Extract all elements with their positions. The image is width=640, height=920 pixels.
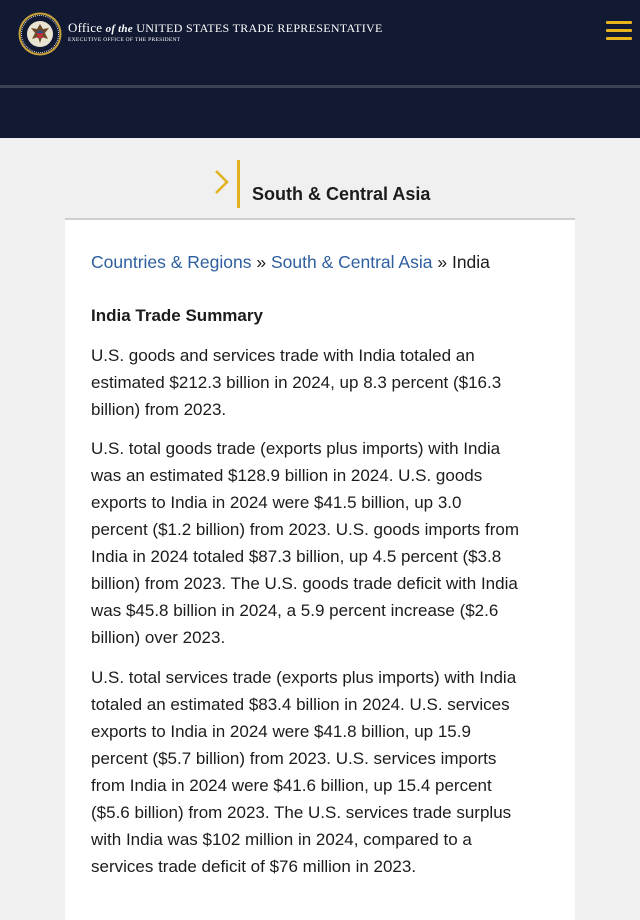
paragraph-line: U.S. total services trade (exports plus imports) with India	[91, 668, 517, 687]
paragraph-line: U.S. total goods trade (exports plus imports) with India	[91, 439, 501, 458]
content-card	[65, 218, 575, 920]
site-title-office: Office	[68, 20, 103, 35]
presidential-seal-icon[interactable]	[18, 12, 62, 56]
breadcrumb-link-countries-regions[interactable]: Countries & Regions	[91, 252, 252, 272]
breadcrumb-link-south-central-asia[interactable]: South & Central Asia	[270, 252, 433, 272]
site-title-of-the: of the	[105, 23, 133, 35]
goods-trade-paragraph	[91, 435, 561, 651]
summary-paragraph	[91, 342, 561, 423]
header-divider	[0, 85, 640, 88]
site-header	[0, 0, 640, 138]
paragraph-line: percent ($1.2 billion) from 2023. U.S. goods imports from	[91, 520, 520, 539]
paragraph-line: totaled an estimated $83.4 billion in 2024. U.S. services	[91, 695, 510, 714]
site-title	[68, 20, 383, 37]
summary-title: India Trade Summary	[91, 306, 263, 325]
breadcrumb-separator: »	[256, 252, 267, 272]
paragraph-line: billion) from 2023.	[91, 400, 227, 419]
paragraph-line: billion) over 2023.	[91, 628, 226, 647]
section-heading	[0, 158, 640, 210]
paragraph-line: U.S. goods and services trade with India totaled an	[91, 346, 475, 365]
site-subtitle: EXECUTIVE OFFICE OF THE PRESIDENT	[68, 37, 181, 43]
chevron-right-icon	[212, 168, 232, 196]
services-trade-paragraph	[91, 664, 561, 880]
paragraph-line: estimated $212.3 billion in 2024, up 8.3 percent ($16.3	[91, 373, 502, 392]
paragraph-line: was an estimated $128.9 billion in 2024. U.S. goods	[91, 466, 483, 485]
hamburger-menu-icon[interactable]	[606, 19, 632, 41]
site-title-rest: UNITED STATES TRADE REPRESENTATIVE	[136, 21, 383, 35]
paragraph-line: was $45.8 billion in 2024, a 5.9 percent increase ($2.6	[91, 601, 499, 620]
site-brand[interactable]	[68, 20, 383, 44]
section-title: South & Central Asia	[252, 184, 431, 204]
breadcrumb	[91, 251, 490, 273]
breadcrumb-separator: »	[437, 252, 448, 272]
paragraph-line: services trade deficit of $76 million in 2023.	[91, 857, 417, 876]
paragraph-line: billion) from 2023. The U.S. goods trade deficit with India	[91, 574, 518, 593]
paragraph-line: exports to India in 2024 were $41.5 billion, up 3.0	[91, 493, 462, 512]
paragraph-line: ($5.6 billion) from 2023. The U.S. services trade surplus	[91, 803, 512, 822]
paragraph-line: exports to India in 2024 were $41.8 billion, up 15.9	[91, 722, 471, 741]
paragraph-line: India in 2024 totaled $87.3 billion, up 4.5 percent ($3.8	[91, 547, 502, 566]
paragraph-line: percent ($5.7 billion) from 2023. U.S. services imports	[91, 749, 497, 768]
paragraph-line: from India in 2024 were $41.6 billion, up 15.4 percent	[91, 776, 492, 795]
paragraph-line: with India was $102 million in 2024, compared to a	[91, 830, 472, 849]
breadcrumb-current: India	[451, 252, 490, 272]
section-accent-bar	[237, 160, 240, 208]
